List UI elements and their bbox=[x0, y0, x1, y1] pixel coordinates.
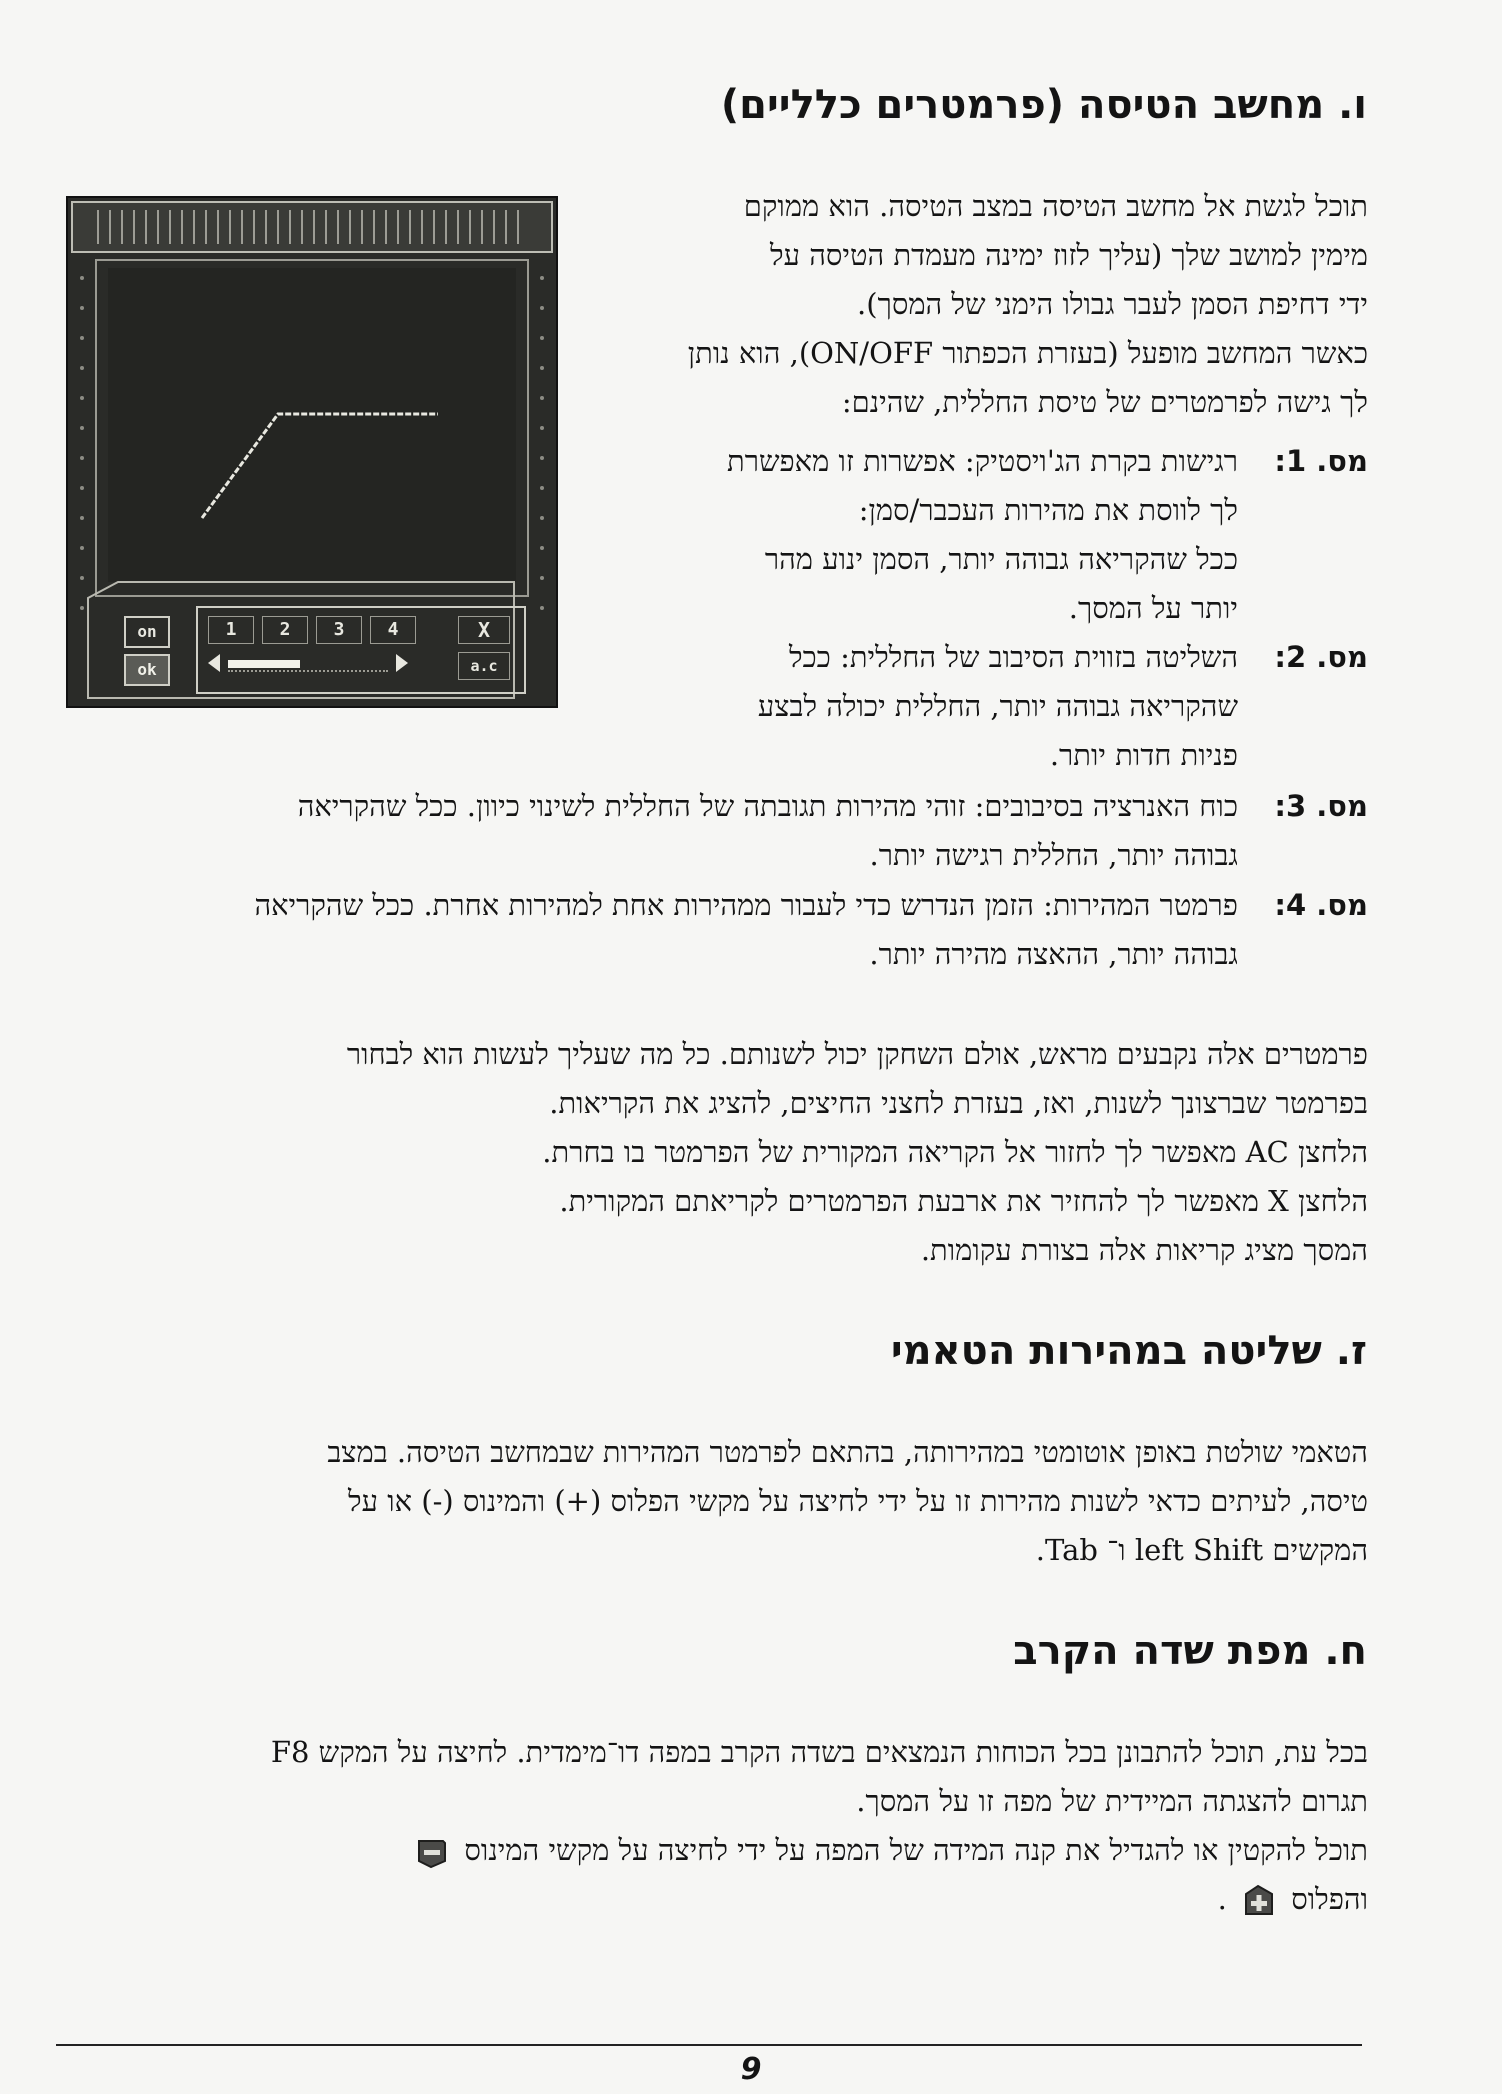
section-heading-speed-control: ז. שליטה במהירות הטאמי bbox=[890, 1328, 1367, 1374]
item-label: מס. 3: bbox=[1274, 789, 1368, 823]
text-line: הטאמי שולטת באופן אוטומטי במהירותה, בהתאם לפרמטר המהירות שבמחשב הטיסה. במצב bbox=[327, 1435, 1368, 1469]
text-line: טיסה, לעיתים כדאי לשנות מהירות זו על ידי לחיצה על מקשי הפלוס (+) והמינוס (-) או על bbox=[348, 1484, 1368, 1518]
list-item-2 bbox=[128, 633, 1368, 783]
item-label: מס. 1: bbox=[1274, 444, 1368, 478]
section-heading-flight-computer: ו. מחשב הטיסה (פרמטרים כלליים) bbox=[720, 82, 1367, 128]
text-line: השליטה בזווית הסיבוב של החללית: ככל bbox=[788, 640, 1238, 674]
reset-all-button[interactable]: X bbox=[458, 616, 510, 644]
text-line: תוכל לגשת אל מחשב הטיסה במצב הטיסה. הוא ממוקם bbox=[743, 189, 1368, 223]
text-line: פרמטרים אלה נקבעים מראש, אולם השחקן יכול לשנותם. כל מה שעליך לעשות הוא לבחור bbox=[346, 1037, 1368, 1071]
map-paragraph bbox=[48, 1728, 1368, 1924]
list-item-4 bbox=[48, 881, 1368, 981]
item-text bbox=[758, 633, 1238, 780]
param-button-4[interactable]: 4 bbox=[370, 616, 416, 644]
text-line: גבוהה יותר, ההאצה מהירה יותר. bbox=[869, 937, 1238, 971]
param-button-1[interactable]: 1 bbox=[208, 616, 254, 644]
page-number: 9 bbox=[740, 2052, 762, 2087]
item-text bbox=[254, 881, 1238, 979]
text-line: שהקריאה גבוהה יותר, החללית יכולה לבצע bbox=[757, 689, 1238, 723]
text-line: יותר על המסך. bbox=[1068, 591, 1238, 625]
section-heading-battlefield-map: ח. מפת שדה הקרב bbox=[1013, 1628, 1367, 1674]
text-line: כוח האנרציה בסיבובים: זוהי מהירות תגובתה של החללית לשינוי כיוון. ככל שהקריאה bbox=[297, 789, 1238, 823]
item-text bbox=[727, 437, 1238, 633]
text-line bbox=[48, 1875, 1368, 1924]
text-line: כאשר המחשב מופעל (בעזרת הכפתור ON/OFF), הוא נותן bbox=[687, 336, 1368, 370]
item-label: מס. 4: bbox=[1274, 888, 1368, 922]
minus-key-text: תוכל להקטין או להגדיל את קנה המידה של המפה על ידי לחיצה על מקשי המינוס bbox=[464, 1833, 1368, 1867]
list-item-1 bbox=[128, 437, 1368, 637]
text-line: הלחצן X מאפשר לך להחזיר את ארבעת הפרמטרים לקריאתם המקורית. bbox=[559, 1184, 1368, 1218]
on-button[interactable]: on bbox=[124, 616, 170, 648]
text-line: גבוהה יותר, החללית רגישה יותר. bbox=[869, 838, 1238, 872]
text-line: רגישות בקרת הג'ויסטיק: אפשרות זו מאפשרת bbox=[727, 444, 1238, 478]
plus-key-icon bbox=[1242, 1884, 1276, 1918]
text-line: תגרום להצגתה המיידית של מפה זו על המסך. bbox=[856, 1784, 1368, 1818]
sentence-period: . bbox=[1217, 1882, 1227, 1916]
text-line bbox=[48, 1826, 1368, 1875]
ac-button[interactable]: a.c bbox=[458, 652, 510, 680]
text-line: ידי דחיפת הסמן לעבר גבולו הימני של המסך). bbox=[857, 287, 1368, 321]
text-line: פניות חדות יותר. bbox=[1049, 738, 1238, 772]
ok-button[interactable]: ok bbox=[124, 654, 170, 686]
item-text bbox=[298, 782, 1238, 880]
param-button-3[interactable]: 3 bbox=[316, 616, 362, 644]
speed-paragraph bbox=[68, 1428, 1368, 1575]
minus-key-icon bbox=[415, 1835, 449, 1869]
footer-rule bbox=[56, 2044, 1362, 2046]
text-line: ככל שהקריאה גבוהה יותר, הסמן ינוע מהר bbox=[764, 542, 1238, 576]
param-button-2[interactable]: 2 bbox=[262, 616, 308, 644]
intro-paragraph bbox=[608, 182, 1368, 427]
text-line: המקשים left Shift ו־ Tab. bbox=[1035, 1533, 1368, 1567]
item-label: מס. 2: bbox=[1274, 640, 1368, 674]
list-item-3 bbox=[48, 782, 1368, 882]
text-line: המסך מציג קריאות אלה בצורת עקומות. bbox=[920, 1233, 1368, 1267]
text-line: לך גישה לפרמטרים של טיסת החללית, שהינם: bbox=[841, 385, 1368, 419]
text-line: בפרמטר שברצונך לשנות, ואז, בעזרת לחצני החיצים, להציג את הקריאות. bbox=[549, 1086, 1368, 1120]
text-line: פרמטר המהירות: הזמן הנדרש כדי לעבור ממהירות אחת למהירות אחרת. ככל שהקריאה bbox=[254, 888, 1238, 922]
plus-key-text: והפלוס bbox=[1291, 1882, 1368, 1916]
text-line: הלחצן AC מאפשר לך לחזור אל הקריאה המקורית של הפרמטר בו בחרת. bbox=[542, 1135, 1368, 1169]
text-line: בכל עת, תוכל להתבונן בכל הכוחות הנמצאים בשדה הקרב במפה דו־מימדית. לחיצה על המקש F8 bbox=[270, 1735, 1368, 1769]
outro-paragraph bbox=[108, 1030, 1368, 1275]
text-line: לך לווסת את מהירות העכבר/סמן: bbox=[858, 493, 1238, 527]
text-line: מימין למושב שלך (עליך לזוז ימינה מעמדת הטיסה על bbox=[770, 238, 1368, 272]
